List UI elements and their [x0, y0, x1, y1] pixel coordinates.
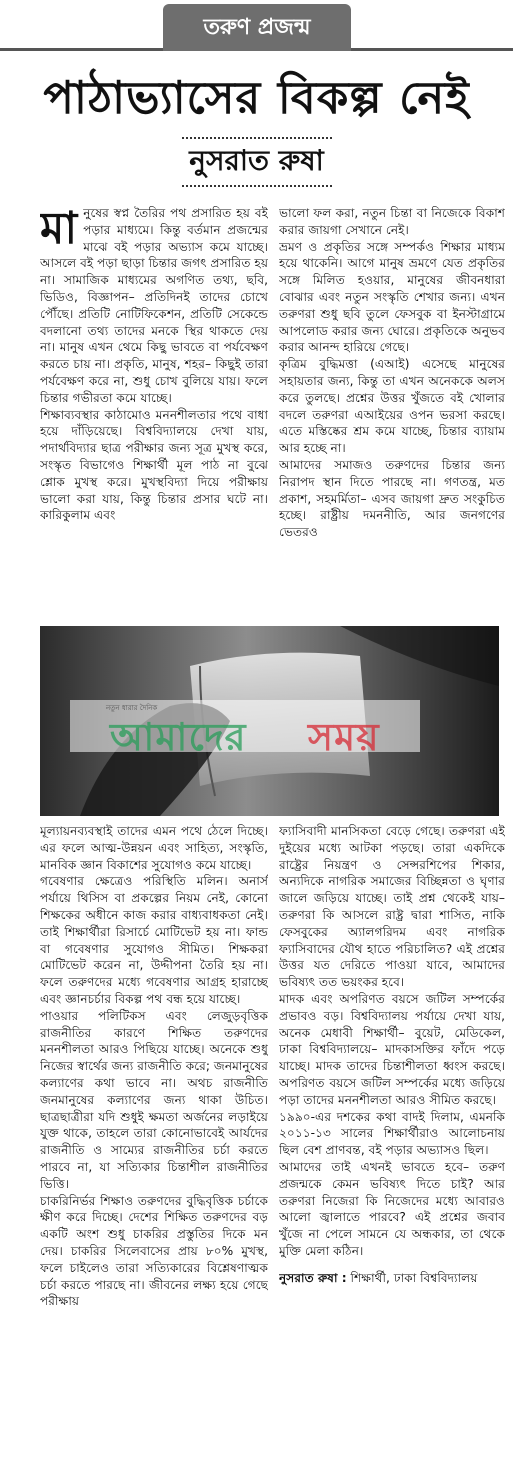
paragraph: ভালো ফল করা, নতুন চিন্তা বা নিজেকে বিকাশ করার জায়গা সেখানে নেই।	[279, 206, 505, 237]
byline: নুসরাত রুষা	[189, 144, 324, 177]
paragraph: কৃত্রিম বুদ্ধিমত্তা (এআই) এসেছে মানুষের সহায়তার জন্য, কিন্তু তা এখন অনেককে অলস করে তুলছে। প্রশ্নের উত্তর খুঁজতে বই খোলার বদলে তরুণরা এআইয়ের ওপন ভরসা করছে। এতে মস্তিষ্কের শ্রম কমে যাচ্ছে, চিন্তার ব্যায়াম আর হচ্ছে না।	[279, 357, 505, 456]
paragraph: ১৯৯০-এর দশকের কথা বাদই দিলাম, এমনকি ২০১১-১৩ সালের শিক্ষার্থীরাও আলোচনায় ছিল বেশ প্রাণবন্ত, বই পড়ার অভ্যাসও ছিল।	[279, 1109, 505, 1158]
article-column-4	[279, 823, 505, 1468]
author-note-description: শিক্ষার্থী, ঢাকা বিশ্ববিদ্যালয়	[346, 1270, 478, 1285]
watermark-logo-part-2: সময়	[308, 715, 380, 759]
drop-cap: মা	[40, 205, 78, 254]
byline-divider-bottom	[182, 185, 332, 187]
article-photo	[40, 626, 499, 816]
headline: পাঠাভ্যাসের বিকল্প নেই	[43, 71, 470, 124]
paragraph: ভ্রমণ ও প্রকৃতির সঙ্গে সম্পর্কও শিক্ষার মাধ্যম হয়ে থাকেনি। আগে মানুষ ভ্রমণে যেত প্রকৃতির সঙ্গে মিলিত হওয়ার, মানুষের জীবনধারা বোঝার এবং নতুন সংস্কৃতি শেখার জন্য। এখন তরুণরা শুধু ছবি তুলে ফেসবুক বা ইনস্টাগ্রামে আপলোড করার জন্য ঘোরে। প্রকৃতিকে অনুভব করার আনন্দ হারিয়ে গেছে।	[279, 239, 505, 355]
paragraph: মাদক এবং অপরিণত বয়সে জটিল সম্পর্কের প্রভাবও বড়। বিশ্ববিদ্যালয় পর্যায়ে দেখা যায়, অনেক মেধাবী শিক্ষার্থী– বুয়েট, মেডিকেল, ঢাকা বিশ্ববিদ্যালয়ে– মাদকাসক্তির ফাঁদে পড়ে যাচ্ছে। মাদক তাদের চিন্তাশীলতা ধ্বংস করছে। অপরিণত বয়সে জটিল সম্পর্কের মধ্যে জড়িয়ে পড়া তাদের মননশীলতা আরও সীমিত করছে।	[279, 991, 505, 1107]
paragraph: গবেষণার ক্ষেত্রেও পরিস্থিতি মলিন। অনার্স পর্যায়ে থিসিস বা প্রকল্পের নিয়ম নেই, কোনো শিক্ষকের অধীনে কাজ করার বাধ্যবাধকতা নেই। তাই শিক্ষার্থীরা রিসার্চে মোটিভেট হয় না। ফান্ড বা গবেষণার সুযোগও সীমিত। শিক্ষকরা মোটিভেট করেন না, উদ্দীপনা তৈরি হয় না। ফলে তরুণদের মধ্যে গবেষণার আগ্রহ হারাচ্ছে এবং জ্ঞানচর্চার বিকল্প পথ বন্ধ হয়ে যাচ্ছে।	[40, 874, 268, 1006]
author-note-name: নুসরাত রুষা :	[279, 1270, 347, 1285]
paragraph: পাওয়ার পলিটিকস এবং লেজুড়বৃত্তিক রাজনীতির কারণে শিক্ষিত তরুণদের মননশীলতা আরও পিছিয়ে যাচ্ছে। অনেকে শুধু নিজের স্বার্থের জন্য রাজনীতি করে; জনমানুষের কল্যাণের কথা ভাবে না। অথচ রাজনীতি জনমানুষের কল্যাণের জন্য থাকা উচিত। ছাত্রছাত্রীরা যদি শুধুই ক্ষমতা অর্জনের লড়াইয়ে যুক্ত থাকে, তাহলে তারা কোনোভাবেই আর্যদের রাজনীতি ও সাম্যের রাজনীতির চর্চা করতে পারবে না, যা সত্যিকার চিন্তাশীল রাজনীতির ভিত্তি।	[40, 1008, 268, 1191]
author-note	[279, 1270, 505, 1287]
paragraph: শিক্ষাব্যবস্থার কাঠামোও মননশীলতার পথে বাধা হয়ে দাঁড়িয়েছে। বিশ্ববিদ্যালয়ে দেখা যায়, পদার্থবিদ্যার ছাত্র পরীক্ষার জন্য সূত্র মুখস্থ করে, সংস্কৃত বিভাগেও শিক্ষার্থী মূল পাঠ না বুঝে শ্লোক মুখস্থ করে। মুখস্থবিদ্যা দিয়ে পরীক্ষায় ভালো করা যায়, কিন্তু চিন্তার প্রসার ঘটে না। কারিকুলাম এবং	[40, 407, 268, 523]
article-column-3	[40, 823, 268, 1468]
watermark-logo-part-1: আমাদের	[110, 715, 247, 759]
section-label: তরুণ প্রজন্ম	[163, 4, 351, 51]
paragraph: মূল্যায়নব্যবস্থাই তাদের এমন পথে ঠেলে দিচ্ছে। এর ফলে আত্ম-উন্নয়ন এবং সাহিত্য, সংস্কৃতি, মানবিক জ্ঞান বিকাশের সুযোগও কমে যাচ্ছে।	[40, 824, 268, 872]
paragraph: ফ্যাসিবাদী মানসিকতা বেড়ে গেছে। তরুণরা এই দুইয়ের মধ্যে আটকা পড়ছে। তারা একদিকে রাষ্ট্রের নিয়ন্ত্রণ ও সেন্সরশিপের শিকার, অন্যদিকে নাগরিক সমাজের বিচ্ছিন্নতা ও ঘৃণার জালে জড়িয়ে যাচ্ছে। তাই প্রশ্ন থেকেই যায়– তরুণরা কি আসলে রাষ্ট্র দ্বারা শাসিত, নাকি ফেসবুকের অ্যালগরিদম এবং নাগরিক ফ্যাসিবাদের যৌথ হাতে পরিচালিত? এই প্রশ্নের উত্তর যত দেরিতে পাওয়া যাবে, আমাদের ভবিষ্যৎ তত ভয়ংকর হবে।	[279, 824, 505, 990]
article-column-1	[40, 205, 268, 617]
paragraph: নুষের স্বপ্ন তৈরির পথ প্রসারিত হয় বই পড়ার মাধ্যমে। কিন্তু বর্তমান প্রজন্মের মাঝে বই পড়ার অভ্যাস কমে যাচ্ছে। আসলে বই পড়া ছাড়া চিন্তার জগৎ প্রসারিত হয় না। সামাজিক মাধ্যমের অগণিত তথ্য, ছবি, ভিডিও, বিজ্ঞাপন– প্রতিদিনই তাদের চোখে পৌঁছে। প্রতিটি নোটিফিকেশন, প্রতিটি সেকেন্ডে বদলানো তথ্য তাদের মনকে স্থির থাকতে দেয় না। মানুষ এখন থেমে কিছু ভাবতে বা পর্যবেক্ষণ করতে চায় না। প্রকৃতি, মানুষ, শহর– কিছুই তারা পর্যবেক্ষণ করে না, শুধু চোখ বুলিয়ে যায়। ফলে চিন্তার গভীরতা কমে যাচ্ছে।	[40, 206, 268, 405]
watermark-tagline: নতুন ধারার দৈনিক	[106, 704, 158, 712]
byline-divider-top	[182, 137, 332, 139]
paragraph: আমাদের তাই এখনই ভাবতে হবে– তরুণ প্রজন্মকে কেমন ভবিষ্যৎ দিতে চাই? আর তরুণরা নিজেরা কি নিজেদের মধ্যে আবারও আলো জ্বালাতে পারবে? এই প্রশ্নের জবাব খুঁজে না পেলে সামনে যে অন্ধকার, তা থেকে মুক্তি মেলা কঠিন।	[279, 1159, 505, 1258]
paragraph: আমাদের সমাজও তরুণদের চিন্তার জন্য নিরাপদ স্থান দিতে পারছে না। গণতন্ত্র, মত প্রকাশ, সহমর্মিতা– এসব জায়গা দ্রুত সংকুচিত হচ্ছে। রাষ্ট্রীয় দমননীতি, আর জনগণের ভেতরও	[279, 457, 505, 540]
paragraph: চাকরিনির্ভর শিক্ষাও তরুণদের বুদ্ধিবৃত্তিক চর্চাকে ক্ষীণ করে দিচ্ছে। দেশের শিক্ষিত তরুণদের বড় একটি অংশ শুধু চাকরির প্রস্তুতির দিকে মন দেয়। চাকরির সিলেবাসের প্রায় ৮০% মুখস্থ, ফলে চাইলেও তারা সত্যিকারের বিশ্লেষণাত্মক চর্চা করতে পারছে না। জীবনের লক্ষ্য হয়ে গেছে পরীক্ষায়	[40, 1193, 268, 1309]
article-column-2	[279, 205, 505, 617]
